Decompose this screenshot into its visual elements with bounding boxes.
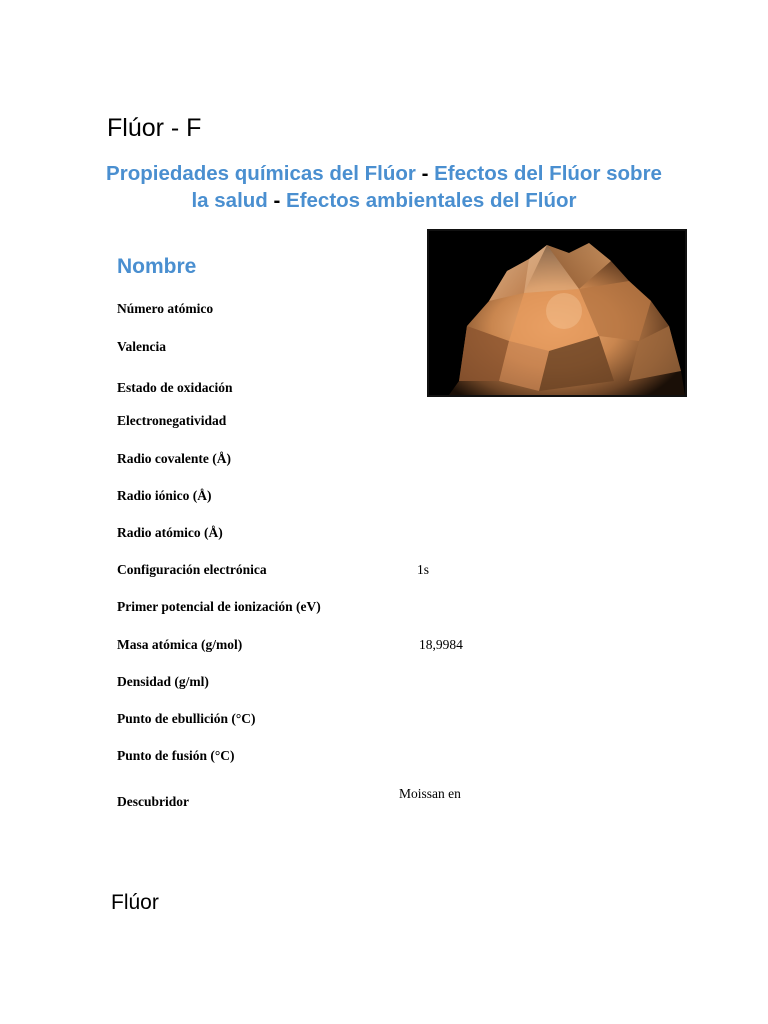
- property-label: Radio atómico (Å): [117, 525, 223, 540]
- footer-heading: Flúor: [111, 891, 159, 914]
- property-value: 1s: [417, 562, 430, 577]
- link-separator: -: [267, 189, 287, 212]
- property-label: Primer potencial de ionización (eV): [117, 599, 321, 614]
- property-label: Descubridor: [117, 794, 189, 809]
- property-label: Punto de fusión (°C): [117, 748, 235, 763]
- property-label: Radio covalente (Å): [117, 451, 231, 466]
- property-value: Moissan en: [399, 786, 461, 801]
- link-separator: -: [415, 162, 435, 185]
- property-label: Electronegatividad: [117, 413, 227, 428]
- property-label: Masa atómica (g/mol): [117, 637, 243, 652]
- fluorite-mineral-photo: [427, 229, 687, 397]
- property-label: Densidad (g/ml): [117, 674, 209, 689]
- page-title: Flúor - F: [107, 114, 202, 142]
- property-label: Punto de ebullición (°C): [117, 711, 256, 726]
- property-value: 18,9984: [419, 637, 463, 652]
- property-label: Valencia: [117, 339, 167, 354]
- property-label: Radio iónico (Å): [117, 488, 212, 503]
- property-label: Estado de oxidación: [117, 380, 233, 395]
- link-health-effects[interactable]: Efectos del Flúor sobre la salud: [191, 162, 662, 212]
- fluorite-crystal-image: [429, 231, 685, 395]
- link-environmental-effects[interactable]: Efectos ambientales del Flúor: [286, 189, 577, 212]
- link-chemical-properties[interactable]: Propiedades químicas del Flúor: [106, 162, 416, 185]
- properties-heading: Nombre: [117, 255, 197, 278]
- property-label: Configuración electrónica: [117, 562, 267, 577]
- related-links: [96, 160, 672, 214]
- property-label: Número atómico: [117, 301, 214, 316]
